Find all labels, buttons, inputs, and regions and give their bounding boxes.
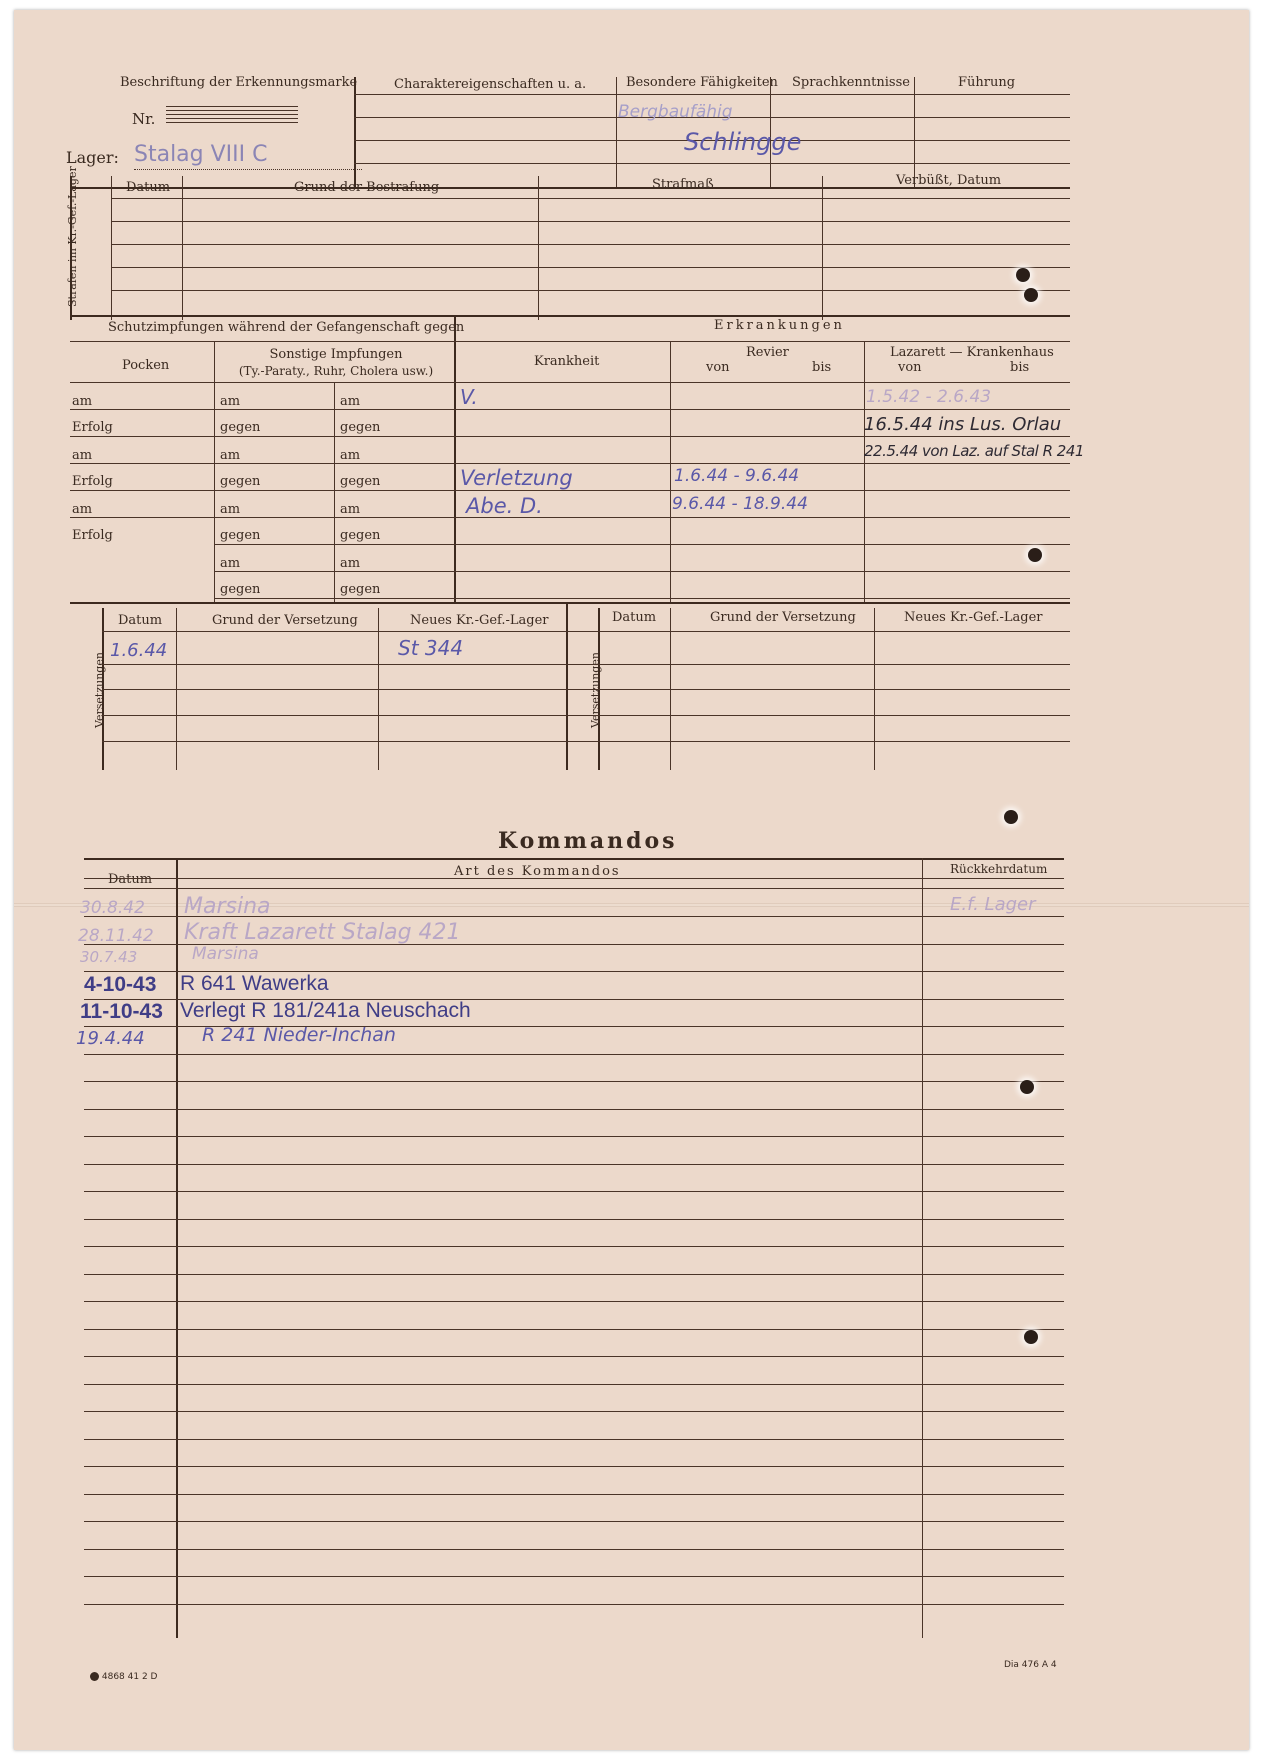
staple-hole [1024,288,1038,302]
lager-underline [134,169,362,170]
vers-row1-neues: St 344 [398,636,464,660]
erk-row2-lazarett: 16.5.44 ins Lus. Orlau [864,414,1062,435]
fuehrung-label: Führung [958,75,1016,90]
footer-left-text: 4868 41 2 D [101,1672,158,1682]
kommandos-ruled-line [84,1439,1064,1440]
impf-row7-b: am [340,556,361,571]
faehigkeiten-value2: Schlingge [684,128,802,156]
erk-lazarett-von: von [898,360,922,375]
erk-row4-revier: 1.6.44 - 9.6.44 [674,466,800,486]
kom-row4-datum: 4-10-43 [84,973,157,996]
impf-row6-a: gegen [220,528,261,543]
kom-row5-datum: 11-10-43 [80,1000,163,1023]
impf-row5-b: am [340,502,361,517]
strafen-datum: Datum [126,180,171,195]
impf-row3-b: am [340,448,361,463]
kommandos-ruled-line [84,1164,1064,1165]
impf-row2-a: gegen [220,420,261,435]
kommandos-ruled-line [84,1356,1064,1357]
impf-row6-b: gegen [340,528,381,543]
impf-row3-pocken: am [72,448,93,463]
kom-row1-rueck: E.f. Lager [950,894,1036,915]
faehigkeiten-value1: Bergbaufähig [618,102,733,122]
impf-row5-pocken: am [72,502,93,517]
kommandos-ruled-line [84,1274,1064,1275]
kommandos-ruled-line [84,1246,1064,1247]
erkennung-label: Beschriftung der Erkennungsmarke [120,75,358,90]
erk-row3-lazarett: 22.5.44 von Laz. auf Stal R 241 [864,442,1084,460]
kom-row1-datum: 30.8.42 [80,898,145,918]
impf-row7-a: am [220,556,241,571]
impf-row1-pocken: am [72,394,93,409]
erk-row4-krankheit: Verletzung [460,466,573,490]
charakter-label: Charaktereigenschaften u. a. [394,77,587,92]
faehigkeiten-label: Besondere Fähigkeiten [626,75,778,90]
erk-row5-krankheit: Abe. D. [466,494,543,518]
vers-right-side-label: Versetzungen [589,652,602,728]
strafen-strafmass: Strafmaß [652,177,714,192]
impf-sonstige-sub: (Ty.-Paraty., Ruhr, Cholera usw.) [238,364,434,378]
staple-hole [1020,1080,1034,1094]
kommandos-datum-header: Datum [108,872,153,887]
kommandos-ruled-line [84,1466,1064,1467]
kommandos-ruled-line [84,1329,1064,1330]
staple-hole [1024,1330,1038,1344]
erk-lazarett-bis: bis [1010,360,1030,375]
erk-revier-von: von [706,360,730,375]
record-card [14,10,1249,1750]
kom-row5-art: Verlegt R 181/241a Neuschach [180,999,471,1022]
sprach-label: Sprachkenntnisse [792,75,910,90]
kommandos-ruled-line [84,1576,1064,1577]
impf-sonstige: Sonstige Impfungen [269,347,403,362]
kommandos-ruled-line [84,1136,1064,1137]
kommandos-ruled-line [84,1384,1064,1385]
impf-row8-b: gegen [340,582,381,597]
erk-row5-revier: 9.6.44 - 18.9.44 [672,494,808,514]
impf-pocken: Pocken [122,358,170,373]
impf-row1-a: am [220,394,241,409]
impf-row4-a: gegen [220,474,261,489]
footer-left [90,1672,157,1682]
kom-row6-datum: 19.4.44 [76,1028,145,1049]
kom-row4-art: R 641 Wawerka [180,972,329,995]
kommandos-ruled-line [84,1109,1064,1110]
impf-row5-a: am [220,502,241,517]
vers-right-neues: Neues Kr.-Gef.-Lager [904,610,1043,625]
vers-right-datum: Datum [612,610,657,625]
kommandos-title: Kommandos [498,828,678,854]
vers-left-neues: Neues Kr.-Gef.-Lager [410,613,549,628]
lager-label: Lager: [66,148,119,167]
kommandos-ruled-line [84,1301,1064,1302]
impf-row1-b: am [340,394,361,409]
kommandos-ruled-line [84,1549,1064,1550]
strafen-side-label: Strafen im Kr.-Gef.-Lager [66,166,79,307]
kommandos-ruled-line [84,1081,1064,1082]
erk-lazarett: Lazarett — Krankenhaus [890,345,1054,360]
staple-hole [1004,810,1018,824]
vers-right-grund: Grund der Versetzung [710,610,856,625]
impf-row4-b: gegen [340,474,381,489]
lager-value: Stalag VIII C [134,142,268,167]
impf-row4-pocken: Erfolg [72,474,113,489]
kom-row3-datum: 30.7.43 [80,948,138,966]
nr-label: Nr. [132,110,156,128]
kom-row3-art: Marsina [192,944,259,964]
kommandos-ruled-line [84,1604,1064,1605]
impf-row2-b: gegen [340,420,381,435]
kommandos-ruled-line [84,1219,1064,1220]
staple-hole [1028,548,1042,562]
vers-left-grund: Grund der Versetzung [212,613,358,628]
impf-title: Schutzimpfungen während der Gefangenschaft gegen [108,320,465,335]
erk-revier: Revier [746,345,789,360]
footer-right: Dia 476 A 4 [1004,1660,1057,1670]
kom-row1-art: Marsina [184,894,271,919]
erk-row1-krankheit: V. [460,385,478,409]
kommandos-rueck-header: Rückkehrdatum [950,862,1048,876]
vers-left-datum: Datum [118,613,163,628]
kom-row2-datum: 28.11.42 [78,926,154,946]
kommandos-ruled-line [84,1191,1064,1192]
nr-redaction-lines [166,106,298,126]
impf-row2-pocken: Erfolg [72,420,113,435]
impf-row6-pocken: Erfolg [72,528,113,543]
strafen-grund: Grund der Bestrafung [294,180,440,195]
vers-left-side-label: Versetzungen [93,652,106,728]
kommandos-ruled-line [84,1054,1064,1055]
kom-row6-art: R 241 Nieder-Inchan [202,1024,396,1046]
erk-krankheit: Krankheit [534,354,600,369]
footer-mark-icon [90,1672,99,1681]
erkrankungen-title: Erkrankungen [714,318,845,333]
kommandos-ruled-line [84,1494,1064,1495]
vers-row1-datum: 1.6.44 [110,640,168,661]
erk-revier-bis: bis [812,360,832,375]
kommandos-ruled-line [84,1411,1064,1412]
kommandos-ruled-line [84,1521,1064,1522]
erk-row1-lazarett: 1.5.42 - 2.6.43 [866,387,992,407]
kommandos-art-header: Art des Kommandos [454,864,621,879]
staple-hole [1016,268,1030,282]
impf-row3-a: am [220,448,241,463]
impf-row8-a: gegen [220,582,261,597]
kom-row2-art: Kraft Lazarett Stalag 421 [184,920,461,945]
strafen-verbuesst: Verbüßt, Datum [896,173,1002,188]
